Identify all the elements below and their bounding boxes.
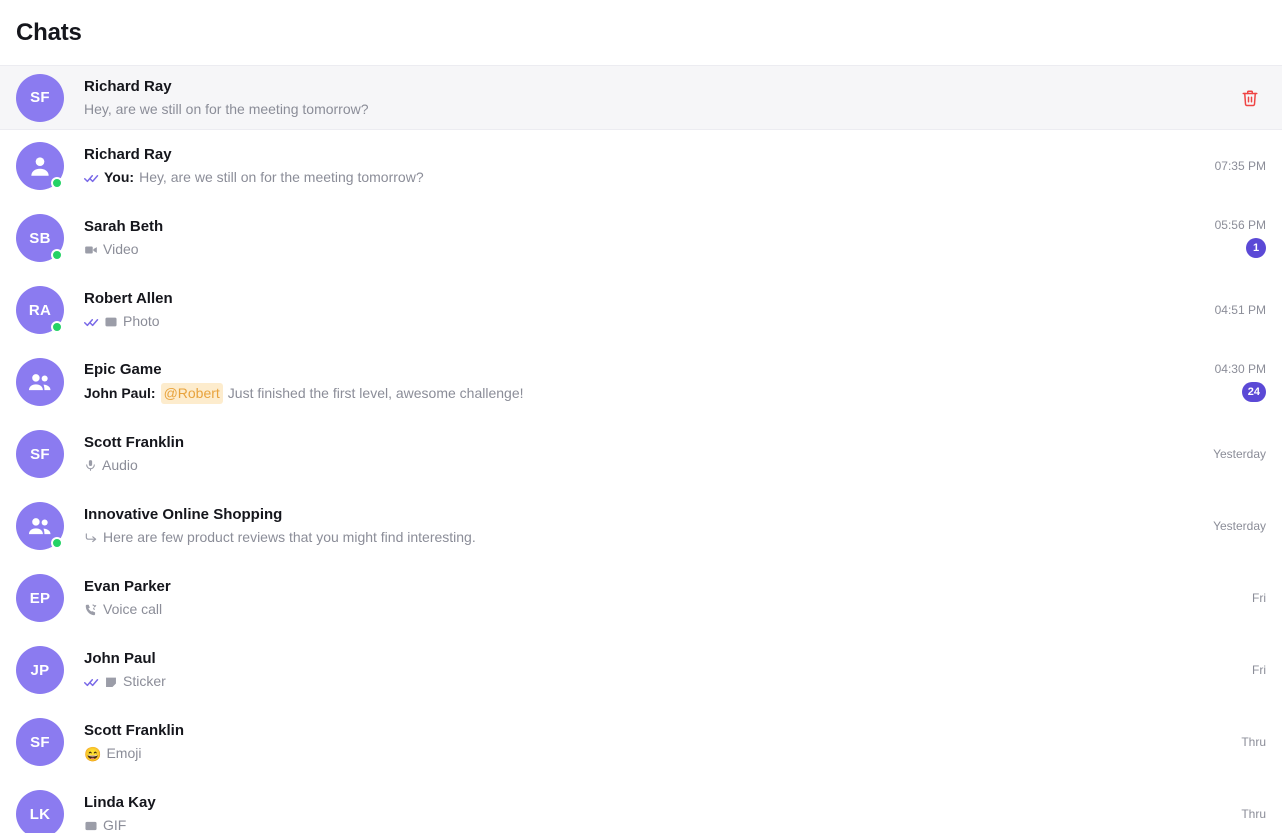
chat-row-meta xyxy=(1203,218,1266,258)
message-preview xyxy=(84,312,1203,331)
preview-text: Hey, are we still on for the meeting tomorrow? xyxy=(139,169,424,185)
chat-row-meta xyxy=(1201,447,1266,461)
chat-row-text xyxy=(64,649,1210,691)
chat-row-meta xyxy=(1210,663,1266,677)
avatar-initials: LK xyxy=(16,790,64,833)
chat-row-text xyxy=(64,145,1203,187)
online-status-dot xyxy=(51,249,63,261)
avatar-initials: RA xyxy=(16,286,64,334)
message-preview xyxy=(84,456,1201,475)
avatar xyxy=(16,74,64,122)
preview-sender: John Paul: xyxy=(84,385,156,401)
preview-text: Here are few product reviews that you might find interesting. xyxy=(103,529,476,545)
phone-icon xyxy=(84,603,98,617)
contact-name: Sarah Beth xyxy=(84,218,164,235)
avatar xyxy=(16,358,64,406)
chat-list-item[interactable] xyxy=(0,346,1282,418)
avatar xyxy=(16,142,64,190)
chat-row-text xyxy=(64,77,1210,119)
message-timestamp: Yesterday xyxy=(1213,447,1266,461)
message-timestamp: Yesterday xyxy=(1213,519,1266,533)
page-header xyxy=(0,0,1282,66)
message-preview xyxy=(84,672,1210,691)
trash-icon[interactable] xyxy=(1234,82,1266,114)
chat-list-item[interactable] xyxy=(0,202,1282,274)
preview-text: Photo xyxy=(123,313,160,329)
chat-row-meta xyxy=(1203,159,1266,173)
avatar xyxy=(16,646,64,694)
chat-row-text xyxy=(64,217,1203,259)
photo-icon xyxy=(104,315,118,329)
message-preview xyxy=(84,240,1203,259)
message-timestamp: 07:35 PM xyxy=(1214,159,1266,173)
contact-name: Richard Ray xyxy=(84,77,172,95)
chat-row-text xyxy=(64,793,1210,833)
message-preview xyxy=(84,100,1210,119)
online-status-dot xyxy=(51,537,63,549)
chat-row-text xyxy=(64,505,1201,547)
contact-name: John Paul xyxy=(84,650,156,667)
read-receipt-icon xyxy=(84,172,99,184)
chat-list-item[interactable] xyxy=(0,634,1282,706)
mention-tag[interactable]: @Robert xyxy=(161,383,223,404)
online-status-dot xyxy=(51,177,63,189)
chat-row-text xyxy=(64,433,1201,475)
avatar xyxy=(16,214,64,262)
chat-row-meta xyxy=(1203,362,1266,402)
contact-name: Innovative Online Shopping xyxy=(84,506,283,523)
avatar xyxy=(16,502,64,550)
preview-text: Video xyxy=(103,241,139,257)
emoji-icon: 😄 xyxy=(84,745,102,762)
chat-row-meta xyxy=(1210,735,1266,749)
preview-sender: You: xyxy=(104,169,135,185)
chat-row-meta xyxy=(1210,591,1266,605)
message-preview xyxy=(84,816,1210,833)
chat-list[interactable] xyxy=(0,130,1282,833)
chat-row-meta xyxy=(1210,807,1266,821)
unread-count-badge: 24 xyxy=(1242,382,1266,402)
chat-list-item[interactable] xyxy=(0,778,1282,833)
contact-name: Evan Parker xyxy=(84,578,171,595)
contact-name: Richard Ray xyxy=(84,146,172,163)
contact-name: Scott Franklin xyxy=(84,722,185,739)
read-receipt-icon xyxy=(84,316,99,328)
contact-name: Epic Game xyxy=(84,361,162,378)
message-timestamp: Fri xyxy=(1252,663,1266,677)
message-timestamp: Thru xyxy=(1241,807,1266,821)
message-timestamp: Fri xyxy=(1252,591,1266,605)
chat-list-item[interactable] xyxy=(0,130,1282,202)
sticker-icon xyxy=(104,675,118,689)
avatar xyxy=(16,574,64,622)
contact-name: Scott Franklin xyxy=(84,434,185,451)
chat-row-text xyxy=(64,721,1210,763)
group-icon xyxy=(16,358,64,406)
mic-icon xyxy=(84,459,97,472)
unread-count-badge: 1 xyxy=(1246,238,1266,258)
preview-text: Hey, are we still on for the meeting tomorrow? xyxy=(84,100,369,117)
avatar-initials: SF xyxy=(16,430,64,478)
message-preview xyxy=(84,600,1210,619)
message-preview xyxy=(84,383,1203,404)
chat-row-text xyxy=(64,289,1203,331)
page-title: Chats xyxy=(16,18,82,46)
chat-list-item[interactable] xyxy=(0,706,1282,778)
avatar xyxy=(16,790,64,833)
preview-text: Just finished the first level, awesome challenge! xyxy=(227,385,524,401)
preview-text: Voice call xyxy=(103,601,163,617)
message-preview xyxy=(84,744,1210,763)
preview-text: Audio xyxy=(102,457,138,473)
chat-row-meta xyxy=(1201,519,1266,533)
avatar-initials: SB xyxy=(16,214,64,262)
preview-text: Emoji xyxy=(106,745,142,761)
chat-list-item[interactable] xyxy=(0,562,1282,634)
forward-icon xyxy=(84,531,98,545)
message-preview xyxy=(84,528,1201,547)
message-timestamp: 04:51 PM xyxy=(1214,303,1266,317)
contact-name: Linda Kay xyxy=(84,794,156,811)
message-preview xyxy=(84,168,1203,187)
chat-list-item[interactable] xyxy=(0,274,1282,346)
read-receipt-icon xyxy=(84,676,99,688)
gif-icon xyxy=(84,819,98,833)
avatar xyxy=(16,718,64,766)
video-icon xyxy=(84,243,98,257)
avatar xyxy=(16,430,64,478)
contact-name: Robert Allen xyxy=(84,290,173,307)
chat-row-actions xyxy=(1210,82,1266,114)
avatar-initials: JP xyxy=(16,646,64,694)
preview-text: Sticker xyxy=(123,673,166,689)
preview-text: GIF xyxy=(103,817,127,833)
avatar xyxy=(16,286,64,334)
chat-row-text xyxy=(64,577,1210,619)
online-status-dot xyxy=(51,321,63,333)
message-timestamp: 04:30 PM xyxy=(1214,362,1266,376)
chat-list-item[interactable] xyxy=(0,418,1282,490)
avatar-initials: EP xyxy=(16,574,64,622)
chat-row-text xyxy=(64,360,1203,404)
avatar-initials: SF xyxy=(16,74,64,122)
message-timestamp: 05:56 PM xyxy=(1214,218,1266,232)
avatar-initials: SF xyxy=(16,718,64,766)
chat-list-item[interactable] xyxy=(0,490,1282,562)
message-timestamp: Thru xyxy=(1241,735,1266,749)
chat-row-highlighted[interactable] xyxy=(0,66,1282,130)
chat-row-meta xyxy=(1203,303,1266,317)
